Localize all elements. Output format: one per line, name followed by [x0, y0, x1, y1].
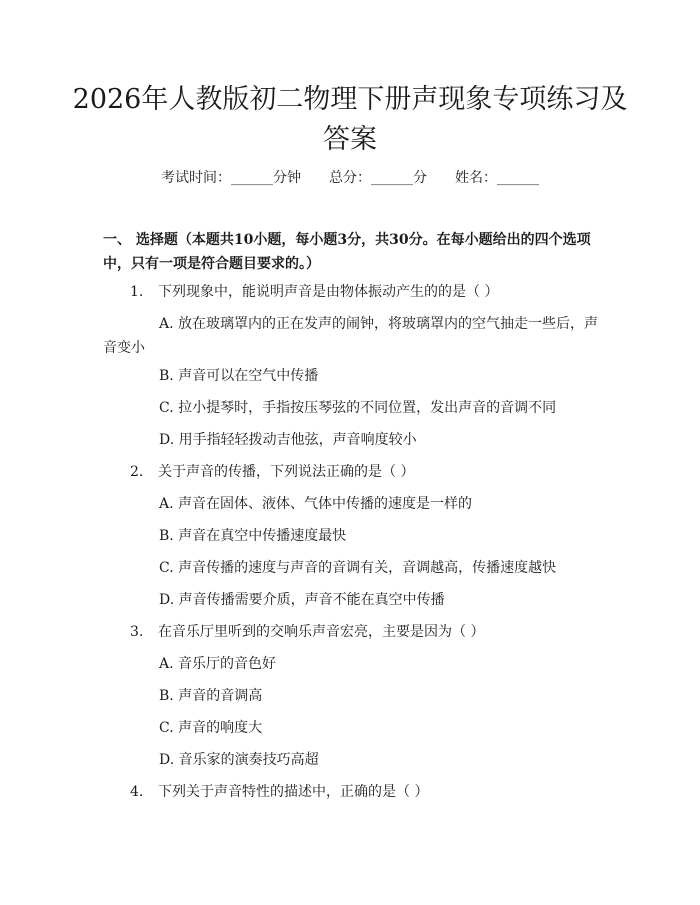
- question-text: 下列现象中，能说明声音是由物体振动产生的的是（ ）: [158, 284, 499, 300]
- question-4: [130, 782, 600, 802]
- student-name-field: 姓名：______: [455, 170, 539, 186]
- question-number: 2.: [130, 464, 144, 480]
- question-2-option-c: C. 声音传播的速度与声音的音调有关，音调越高，传播速度越快: [159, 560, 557, 576]
- question-3-option-d: D. 音乐家的演奏技巧高超: [159, 752, 319, 768]
- question-2-option-b: B. 声音在真空中传播速度最快: [159, 528, 347, 544]
- question-1-option-d: D. 用手指轻轻拨动吉他弦，声音响度较小: [159, 432, 417, 448]
- section-heading: 一、 选择题（本题共10小题，每小题3分，共30分。在每小题给出的四个选项中，只有一项是符合题目要求的。）: [103, 232, 591, 272]
- question-2-option-a: A. 声音在固体、液体、气体中传播的速度是一样的: [159, 496, 473, 512]
- question-1-option-b: B. 声音可以在空气中传播: [159, 368, 319, 384]
- question-3-option-b: B. 声音的音调高: [159, 688, 263, 704]
- question-2-option-d: D. 声音传播需要介质，声音不能在真空中传播: [159, 592, 445, 608]
- question-number: 4.: [130, 784, 144, 800]
- question-3-option-a: A. 音乐厅的音色好: [159, 656, 277, 672]
- question-2: [130, 462, 600, 482]
- question-text: 关于声音的传播，下列说法正确的是（ ）: [158, 464, 415, 480]
- exam-time-field: 考试时间：______分钟: [161, 170, 301, 186]
- question-1-option-c: C. 拉小提琴时，手指按压琴弦的不同位置，发出声音的音调不同: [159, 400, 557, 416]
- question-text: 下列关于声音特性的描述中，正确的是（ ）: [158, 784, 429, 800]
- document-title: 2026年人教版初二物理下册声现象专项练习及答案: [72, 84, 628, 155]
- question-1-option-a: A. 放在玻璃罩内的正在发声的闹钟，将玻璃罩内的空气抽走一些后，声音变小: [103, 316, 599, 356]
- question-3-option-c: C. 声音的响度大: [159, 720, 263, 736]
- question-1: [130, 282, 600, 302]
- question-number: 1.: [130, 284, 144, 300]
- question-text: 在音乐厅里听到的交响乐声音宏亮，主要是因为（ ）: [158, 624, 485, 640]
- exam-info-line: [0, 168, 700, 188]
- question-number: 3.: [130, 624, 144, 640]
- total-score-field: 总分：______分: [329, 170, 427, 186]
- question-3: [130, 622, 600, 642]
